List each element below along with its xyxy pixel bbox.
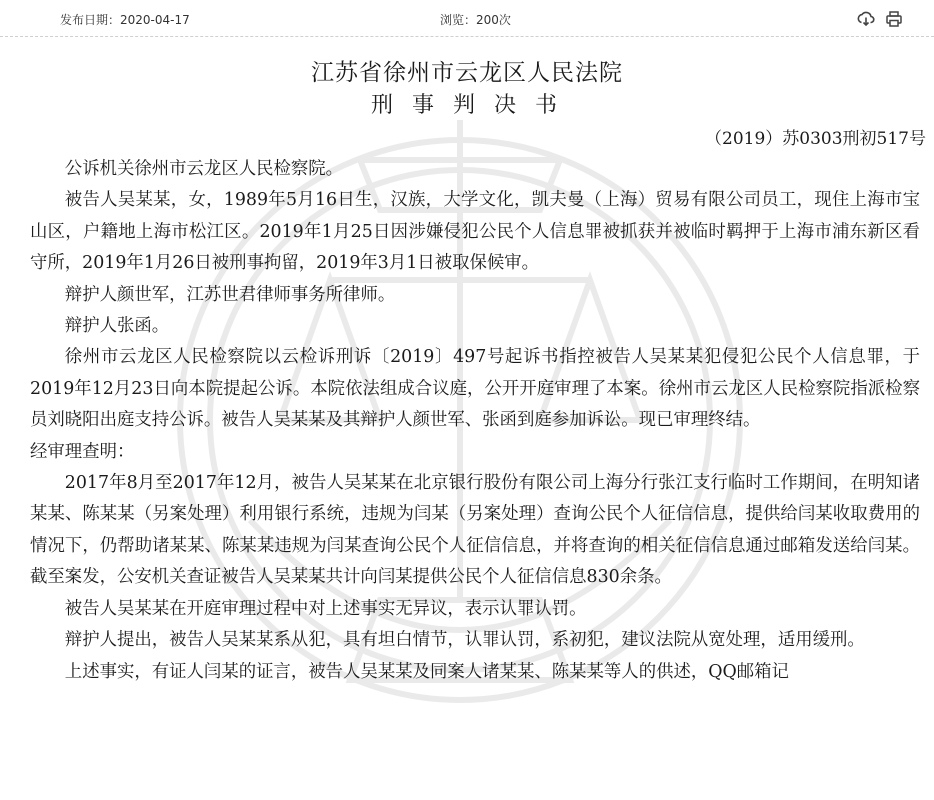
paragraph-evidence: 上述事实，有证人闫某的证言，被告人吴某某及同案人诸某某、陈某某等人的供述，QQ邮箱记 xyxy=(64,661,789,682)
view-count: 浏览：200次 xyxy=(440,13,511,27)
paragraph-defender-1: 辩护人颜世军，江苏世君律师事务所律师。 xyxy=(64,284,396,305)
toolbar-icons xyxy=(856,9,904,29)
document-type: 刑 事 判 决 书 xyxy=(371,93,563,118)
paragraph-defender-2: 辩护人张函。 xyxy=(64,316,170,337)
case-number: （2019）苏0303刑初517号 xyxy=(705,129,926,149)
paragraph-defense-argument: 辩护人提出，被告人吴某某系从犯，具有坦白情节，认罪认罚，系初犯，建议法院从宽处理，适用缓刑。 xyxy=(64,630,865,651)
paragraph-facts: 2017年8月至2017年12月，被告人吴某某在北京银行股份有限公司上海分行张江支行临时工作期间，在明知诸某某、陈某某（另案处理）利用银行系统，违规为闫某（另案处理）查询公民个人征信信息，提供给闫某收取费用的情况下，仍帮助诸某某、陈某某违规为闫某查询公民个人征信信息，并将查询的相关征信信息通过邮箱发送给闫某。截至案发，公安机关查证被告人吴某某共计向闫某提供公民个人征信信息830余条。 xyxy=(30,473,920,588)
top-bar xyxy=(0,0,934,37)
judgment-body xyxy=(30,154,920,688)
paragraph-findings-heading: 经审理查明： xyxy=(30,441,135,462)
download-icon[interactable] xyxy=(856,9,876,29)
publish-date: 发布日期：2020-04-17 xyxy=(60,13,190,27)
paragraph-defendant: 被告人吴某某，女，1989年5月16日生，汉族，大学文化，凯夫曼（上海）贸易有限公司员工，现住上海市宝山区，户籍地上海市松江区。2019年1月25日因涉嫌侵犯公民个人信息罪被抓获并被临时羁押于上海市浦东新区看守所，2019年1月26日被刑事拘留，2019年3月1日被取保候审。 xyxy=(30,190,920,274)
paragraph-plea: 被告人吴某某在开庭审理过程中对上述事实无异议，表示认罪认罚。 xyxy=(64,598,587,619)
paragraph-procedure: 徐州市云龙区人民检察院以云检诉刑诉〔2019〕497号起诉书指控被告人吴某某犯侵犯公民个人信息罪，于2019年12月23日向本院提起公诉。本院依法组成合议庭，公开开庭审理了本案。徐州市云龙区人民检察院指派检察员刘晓阳出庭支持公诉。被告人吴某某及其辩护人颜世军、张函到庭参加诉讼。现已审理终结。 xyxy=(30,347,920,431)
paragraph-prosecutor: 公诉机关徐州市云龙区人民检察院。 xyxy=(64,159,344,179)
court-name: 江苏省徐州市云龙区人民法院 xyxy=(311,60,623,86)
printer-icon[interactable] xyxy=(884,9,904,29)
